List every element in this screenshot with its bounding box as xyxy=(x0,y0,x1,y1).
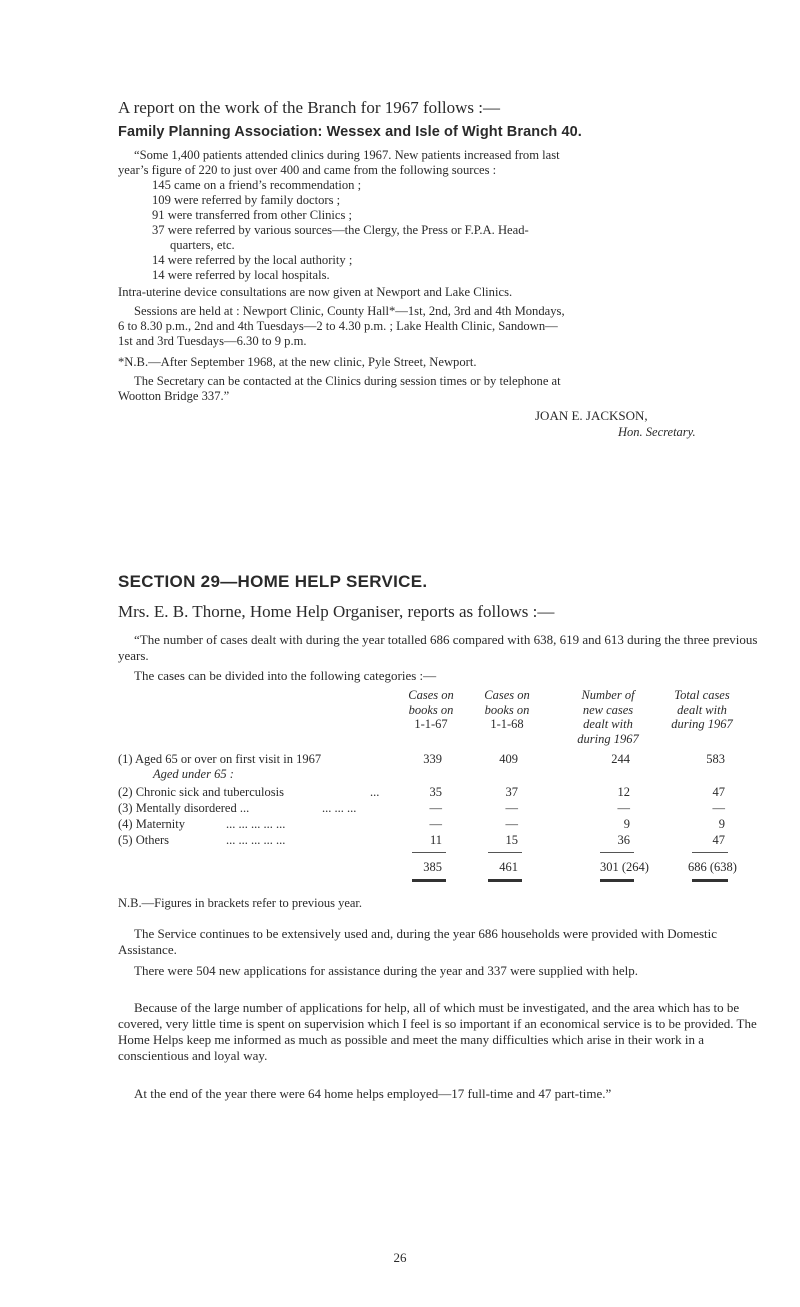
signatory-name: JOAN E. JACKSON, xyxy=(535,408,648,423)
fp-source-item: 91 were transferred from other Clinics ; xyxy=(152,208,353,222)
total-rule xyxy=(600,879,634,882)
row-label: (3) Mentally disordered ... xyxy=(118,801,250,815)
fp-heading: Family Planning Association: Wessex and Isle of Wight Branch 40. xyxy=(118,124,582,140)
row-label: (1) Aged 65 or over on first visit in 1967 xyxy=(118,752,322,766)
total-rule xyxy=(412,879,446,882)
total-rule xyxy=(692,879,728,882)
closing-para2: There were 504 new applications for assistance during the year and 337 were supplied with help. xyxy=(134,963,638,978)
fp-iud-note: Intra-uterine device consultations are now given at Newport and Lake Clinics. xyxy=(118,285,513,299)
cell-new-cases: 12 xyxy=(617,785,630,799)
fp-para1-line1: “Some 1,400 patients attended clinics during 1967. New patients increased from last xyxy=(134,148,560,162)
total-books-1967: 385 xyxy=(423,860,442,874)
home-help-para1: “The number of cases dealt with during the year totalled 686 compared with 638, 619 and 613 during the three previous years. xyxy=(118,632,758,663)
row-label: (5) Others xyxy=(118,833,170,847)
fp-sessions-line1: Sessions are held at : Newport Clinic, County Hall*—1st, 2nd, 3rd and 4th Mondays, xyxy=(134,304,565,318)
closing-para4: At the end of the year there were 64 home helps employed—17 full-time and 47 part-time.” xyxy=(134,1086,612,1101)
fp-source-item: 14 were referred by the local authority ; xyxy=(152,253,353,267)
closing-para3: Because of the large number of applications for help, all of which must be investigated, and the area which has to be covered, very little time is spent on supervision which I feel is so important if an economical service is to be provided. The Home Helps keep me informed as much as possible and meet the many difficulties which arise in their work in a conscientious and loyal way. xyxy=(118,1000,757,1063)
cell-books-1968: — xyxy=(505,801,518,815)
total-books-1968: 461 xyxy=(499,860,518,874)
total-total-cases: 686 (638) xyxy=(688,860,737,874)
col-header-books-1968: Cases on books on 1-1-68 xyxy=(484,688,530,731)
row-dots: ... ... ... xyxy=(322,801,357,815)
total-new-cases: 301 (264) xyxy=(600,860,649,874)
cell-books-1967: 11 xyxy=(429,833,442,847)
fp-source-item: 145 came on a friend’s recommendation ; xyxy=(152,178,362,192)
fp-para1-line2: year’s figure of 220 to just over 400 and came from the following sources : xyxy=(118,163,497,177)
cell-total-cases: 9 xyxy=(718,817,725,831)
table-note: N.B.—Figures in brackets refer to previous year. xyxy=(118,896,363,910)
closing-para1: The Service continues to be extensively used and, during the year 686 households were provided with Domestic Assistance. xyxy=(118,926,718,957)
subtotal-rule xyxy=(488,852,522,853)
page-number: 26 xyxy=(393,1250,407,1265)
row-label: (4) Maternity xyxy=(118,817,185,831)
cell-books-1967: 35 xyxy=(429,785,442,799)
subtotal-rule xyxy=(600,852,634,853)
cell-books-1968: 15 xyxy=(505,833,518,847)
cell-new-cases: — xyxy=(617,801,630,815)
fp-nb: *N.B.—After September 1968, at the new clinic, Pyle Street, Newport. xyxy=(118,355,477,369)
fp-source-item: 14 were referred by local hospitals. xyxy=(152,268,330,282)
cell-total-cases: 47 xyxy=(712,833,725,847)
fp-source-item: quarters, etc. xyxy=(170,238,235,252)
col-header-total-cases: Total cases dealt with during 1967 xyxy=(671,688,733,731)
row-label: (2) Chronic sick and tuberculosis xyxy=(118,785,284,799)
fp-contact-line2: Wootton Bridge 337.” xyxy=(118,389,230,403)
subtotal-rule xyxy=(692,852,728,853)
fp-sessions-line2: 6 to 8.30 p.m., 2nd and 4th Tuesdays—2 to 4.30 p.m. ; Lake Health Clinic, Sandown— xyxy=(118,319,558,333)
cell-books-1968: 409 xyxy=(499,752,518,766)
cell-total-cases: 47 xyxy=(712,785,725,799)
organiser-intro: Mrs. E. B. Thorne, Home Help Organiser, reports as follows :— xyxy=(118,602,555,621)
fp-intro: A report on the work of the Branch for 1967 follows :— xyxy=(118,98,500,117)
col-header-new-cases: Number of new cases dealt with during 1967 xyxy=(577,688,639,746)
row-dots: ... ... ... ... ... xyxy=(226,833,286,847)
cell-books-1968: — xyxy=(505,817,518,831)
total-rule xyxy=(488,879,522,882)
cell-total-cases: 583 xyxy=(706,752,725,766)
section-title: SECTION 29—HOME HELP SERVICE. xyxy=(118,572,428,591)
cell-books-1967: — xyxy=(429,801,442,815)
fp-source-item: 37 were referred by various sources—the Clergy, the Press or F.P.A. Head- xyxy=(152,223,529,237)
fp-sessions-line3: 1st and 3rd Tuesdays—6.30 to 9 p.m. xyxy=(118,334,307,348)
cell-new-cases: 36 xyxy=(617,833,630,847)
signatory-role: Hon. Secretary. xyxy=(618,425,696,439)
fp-contact-line1: The Secretary can be contacted at the Clinics during session times or by telephone at xyxy=(134,374,561,388)
cell-books-1968: 37 xyxy=(505,785,518,799)
row-sublabel: Aged under 65 : xyxy=(153,767,234,781)
categories-intro: The cases can be divided into the following categories :— xyxy=(134,668,437,683)
cell-new-cases: 244 xyxy=(611,752,630,766)
fp-source-item: 109 were referred by family doctors ; xyxy=(152,193,341,207)
subtotal-rule xyxy=(412,852,446,853)
row-dots: ... xyxy=(370,785,380,799)
cell-books-1967: — xyxy=(429,817,442,831)
row-dots: ... ... ... ... ... xyxy=(226,817,286,831)
cell-new-cases: 9 xyxy=(623,817,630,831)
cell-books-1967: 339 xyxy=(423,752,442,766)
cell-total-cases: — xyxy=(712,801,725,815)
col-header-books-1967: Cases on books on 1-1-67 xyxy=(408,688,454,731)
